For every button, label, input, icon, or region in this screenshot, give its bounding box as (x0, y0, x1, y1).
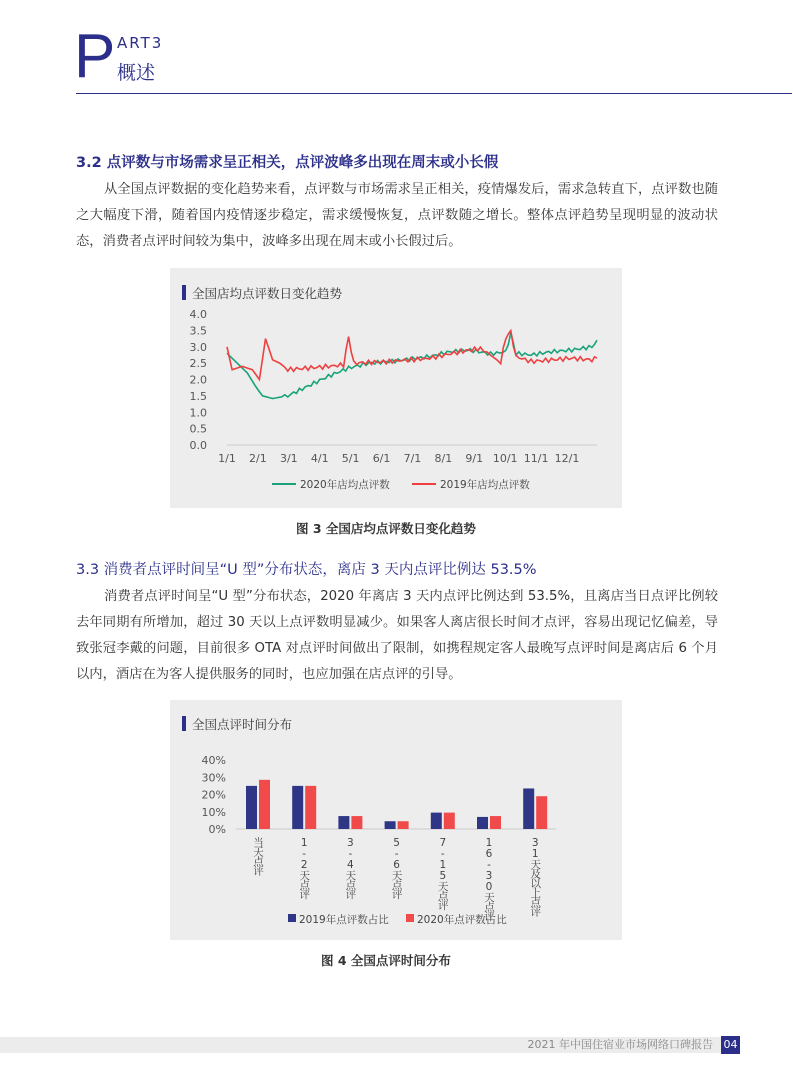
x-tick-label: 1/1 (218, 452, 236, 465)
x-category-label: 16-30天点评 (483, 837, 495, 921)
figure-4-caption: 图 4 全国点评时间分布 (321, 953, 451, 968)
x-tick-label: 11/1 (523, 452, 549, 465)
page-title: 概述 (117, 62, 156, 84)
figure-4-panel (170, 700, 622, 940)
bar-2020 (305, 786, 316, 829)
section-3-3-heading: 3.3 消费者点评时间呈“U 型”分布状态，离店 3 天内点评比例达 53.5% (76, 562, 537, 578)
y-tick-label: 4.0 (189, 308, 207, 321)
y-tick-label: 3.5 (189, 324, 207, 338)
x-tick-label: 4/1 (310, 452, 329, 465)
bar-2019 (246, 786, 257, 829)
part-label: ART3 (117, 34, 164, 52)
legend-label: 2020年店均点评数 (300, 479, 390, 491)
line-chart (170, 268, 622, 508)
y-tick-label: 2.5 (189, 357, 207, 371)
bar-2020 (259, 780, 270, 829)
x-category-label: 7-15天点评 (436, 837, 449, 910)
legend-label: 2020年点评数占比 (417, 914, 507, 926)
y-tick-label: 40% (201, 754, 226, 767)
x-category-label: 1-2天点评 (298, 837, 311, 899)
chart-title: 全国点评时间分布 (192, 717, 293, 732)
page-number: 04 (721, 1036, 740, 1054)
legend-label: 2019年点评数占比 (299, 914, 389, 926)
bar-2020 (351, 816, 362, 829)
y-tick-label: 3.0 (189, 340, 207, 354)
section-3-2-body: 从全国点评数据的变化趋势来看，点评数与市场需求呈正相关，疫情爆发后，需求急转直下，点评数也随之大幅度下滑，随着国内疫情逐步稳定，需求缓慢恢复，点评数随之增长。整体点评趋势呈现明显的波动状态，消费者点评时间较为集中，波峰多出现在周末或小长假过后。 (76, 182, 718, 249)
y-tick-label: 0.0 (189, 439, 207, 452)
y-tick-label: 0.5 (189, 422, 207, 436)
x-category-label: 31天及以上点评 (529, 837, 542, 916)
x-tick-label: 8/1 (434, 452, 453, 465)
figure-3-panel (170, 268, 622, 508)
x-category-label: 3-4天点评 (344, 837, 357, 899)
series-line-2019 (227, 331, 597, 380)
bar-2019 (338, 816, 349, 829)
bar-2019 (292, 786, 303, 829)
x-category-label: 当天点评 (252, 837, 264, 875)
bar-2019 (477, 817, 488, 829)
bar-2020 (490, 816, 501, 829)
bar-2019 (523, 788, 534, 829)
legend-swatch (406, 914, 414, 922)
bar-2019 (431, 813, 442, 829)
y-tick-label: 2.0 (189, 373, 207, 387)
x-tick-label: 3/1 (279, 452, 298, 465)
section-3-2-heading: 3.2 点评数与市场需求呈正相关，点评波峰多出现在周末或小长假 (76, 155, 499, 171)
y-tick-label: 0% (208, 823, 226, 836)
legend-swatch (288, 914, 296, 922)
y-tick-label: 10% (201, 805, 226, 819)
y-tick-label: 1.5 (189, 389, 207, 403)
section-3-3-body: 消费者点评时间呈“U 型”分布状态，2020 年离店 3 天内点评比例达到 53.5%，且离店当日点评比例较去年同期有所增加，超过 30 天以上点评数明显减少。如果客人离店很长时间才点评，容易出现记忆偏差，导致张冠李戴的问题，目前很多 OTA 对点评时间做出了限制，如携程规定客人最晚写点评时间是离店后 6 个月以内，酒店在为客人提供服务的同时，也应加强在店点评的引导。 (76, 589, 718, 682)
chart-title: 全国店均点评数日变化趋势 (192, 286, 343, 301)
part-letter: P (74, 22, 116, 91)
x-tick-label: 7/1 (403, 452, 422, 465)
y-tick-label: 20% (201, 788, 226, 802)
y-tick-label: 30% (201, 771, 226, 785)
x-tick-label: 5/1 (341, 452, 360, 465)
header-divider (76, 93, 792, 94)
bar-2020 (398, 821, 409, 829)
bar-2020 (444, 813, 455, 829)
bar-chart (170, 700, 622, 940)
x-tick-label: 10/1 (492, 452, 518, 465)
footer-report-title: 2021 年中国住宿业市场网络口碑报告 (527, 1038, 713, 1051)
y-tick-label: 1.0 (189, 406, 207, 420)
bar-2019 (385, 821, 396, 829)
legend-label: 2019年店均点评数 (440, 479, 530, 491)
x-tick-label: 12/1 (554, 452, 580, 465)
x-category-label: 5-6天点评 (390, 837, 403, 899)
x-tick-label: 6/1 (372, 452, 391, 465)
x-tick-label: 9/1 (465, 452, 484, 465)
figure-3-caption: 图 3 全国店均点评数日变化趋势 (296, 521, 476, 536)
bar-2020 (536, 796, 547, 829)
x-tick-label: 2/1 (249, 452, 267, 465)
